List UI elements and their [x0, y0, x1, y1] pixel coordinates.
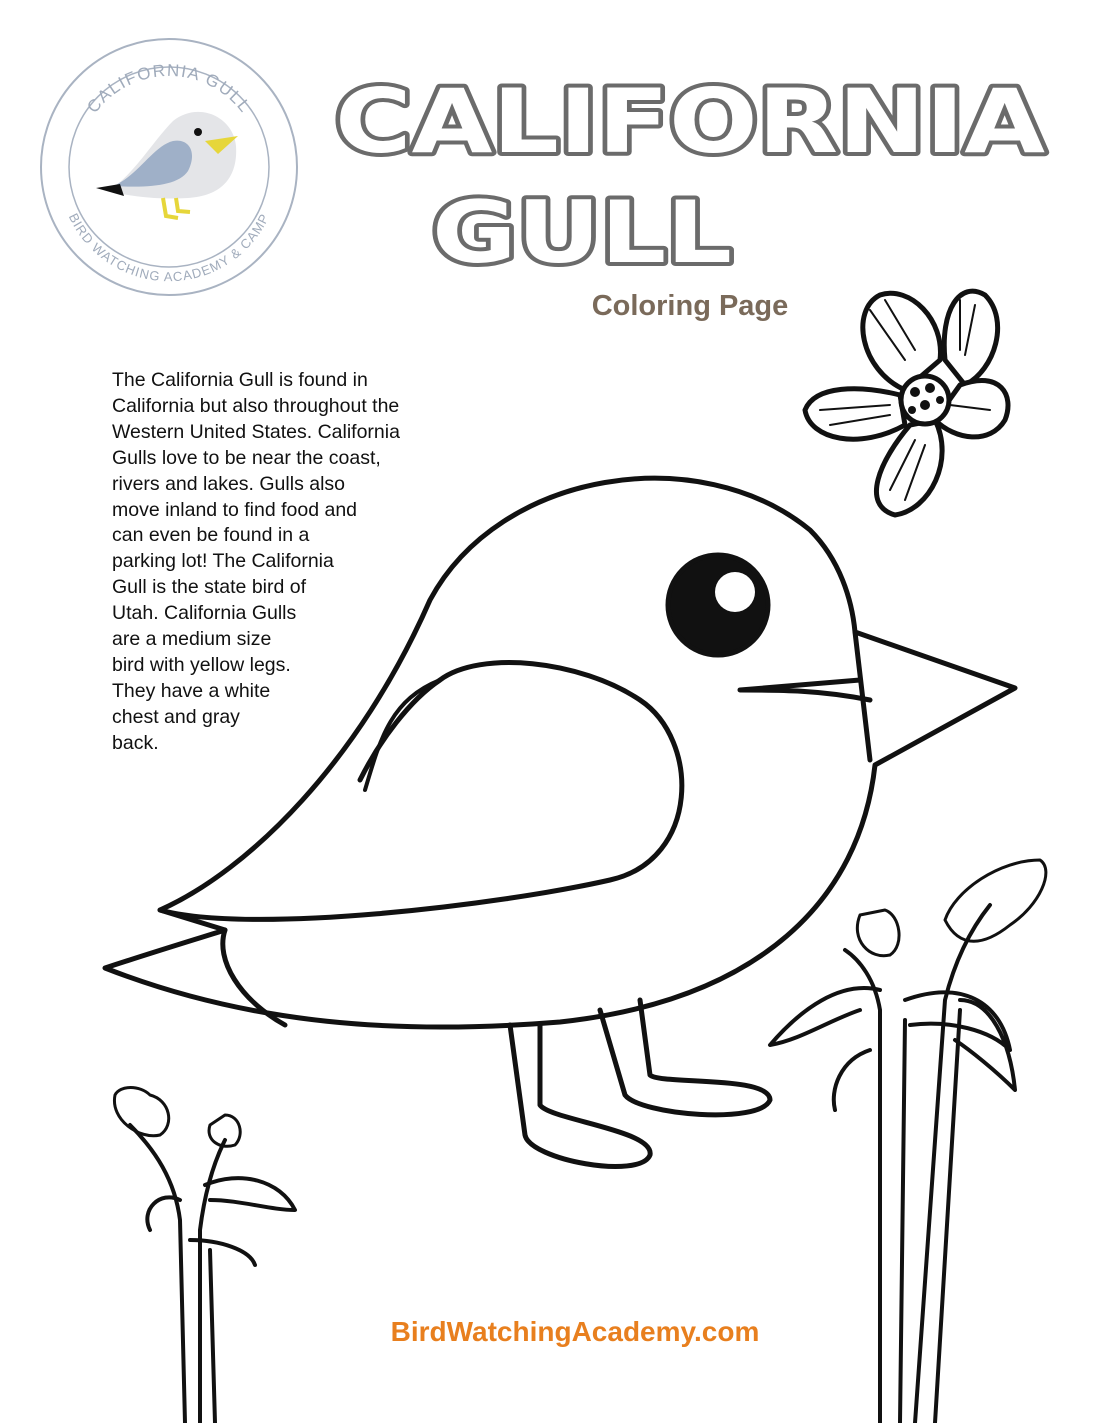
description-line: rivers and lakes. Gulls also	[112, 472, 346, 495]
description-line: move inland to find food and	[112, 498, 358, 521]
description-line: California but also throughout the	[112, 394, 400, 417]
description-line: Utah. California Gulls	[112, 602, 297, 625]
description-line: back.	[112, 731, 159, 754]
description-line: Gull is the state bird of	[112, 576, 307, 599]
description-line: The California Gull is found in	[112, 369, 368, 391]
title-line-1: CALIFORNIA	[335, 70, 1045, 173]
description-line: parking lot! The California	[112, 550, 334, 573]
description-line: are a medium size	[112, 628, 272, 651]
description-line: chest and gray	[112, 705, 240, 728]
description-line: They have a white	[112, 679, 271, 702]
website-link[interactable]: BirdWatchingAcademy.com	[390, 1316, 760, 1347]
logo-bottom-text: BIRD WATCHING ACADEMY & CAMP	[65, 210, 273, 285]
title-line-2: GULL	[432, 183, 732, 283]
subtitle: Coloring Page	[591, 290, 789, 322]
description-line: Gulls love to be near the coast,	[112, 446, 381, 469]
logo-top-text: CALIFORNIA GULL	[83, 60, 255, 117]
grass-right-icon	[770, 860, 1046, 1423]
description-line: bird with yellow legs.	[112, 653, 291, 676]
grass-left-icon	[114, 1088, 295, 1423]
flower-icon	[805, 291, 1008, 515]
description-line: Western United States. California	[112, 420, 400, 443]
description-line: can even be found in a	[112, 524, 310, 547]
